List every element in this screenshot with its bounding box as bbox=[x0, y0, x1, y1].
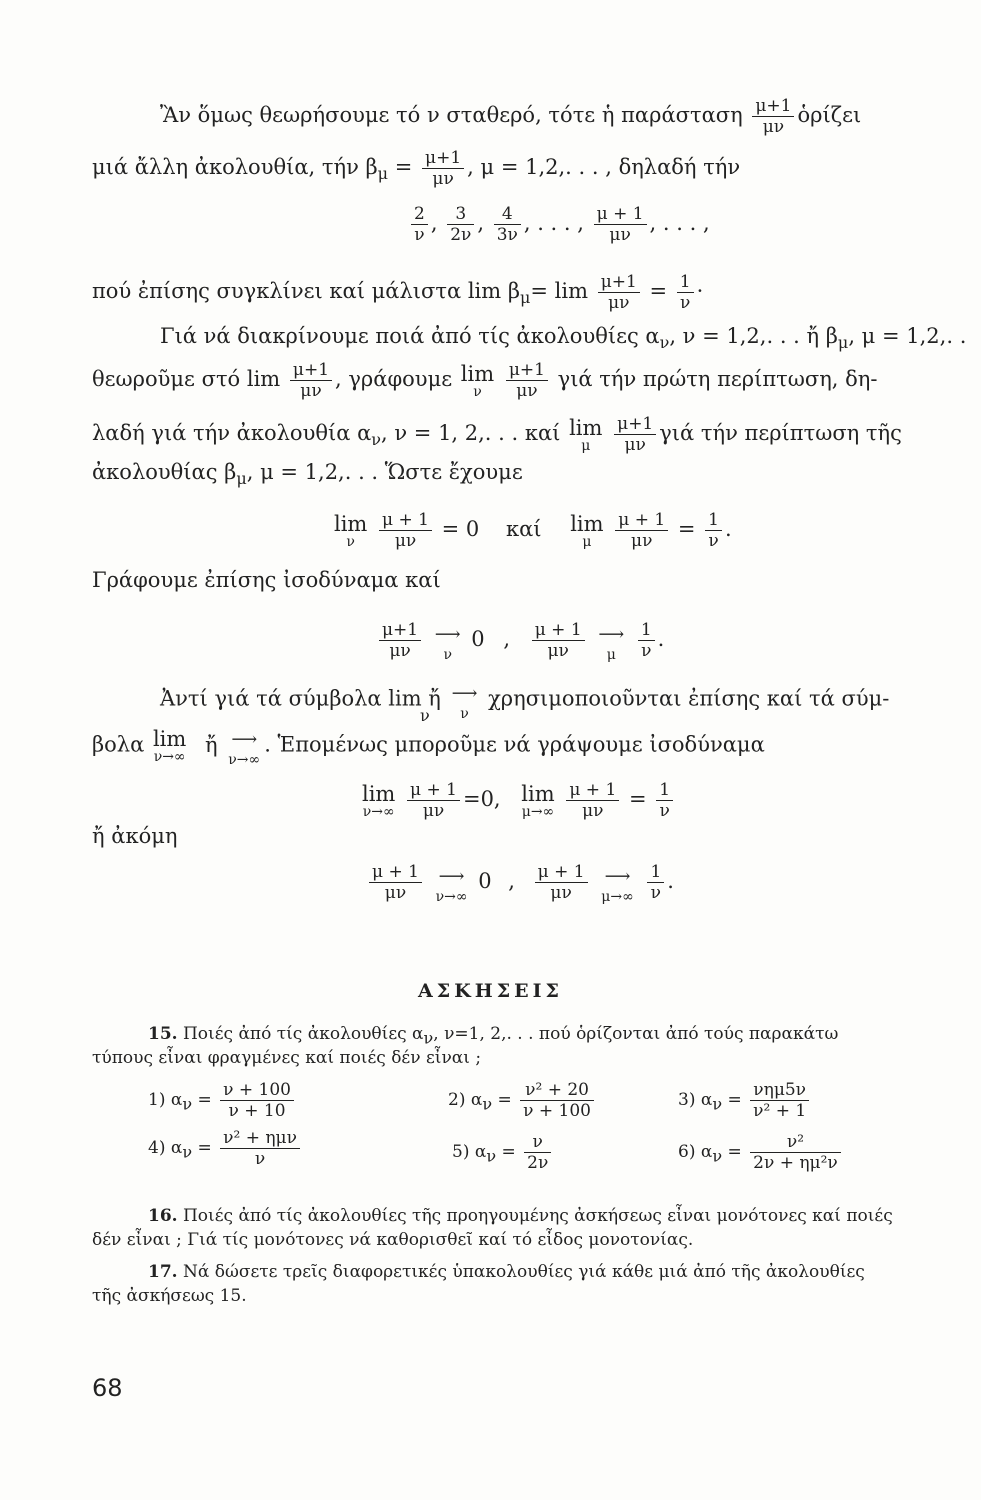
numerator: μ + 1 bbox=[369, 862, 422, 883]
denominator: μν bbox=[609, 225, 631, 245]
equals: = bbox=[501, 1142, 516, 1162]
denominator: μν bbox=[394, 531, 417, 551]
numerator: 4 bbox=[494, 204, 521, 225]
equals: = bbox=[197, 1090, 212, 1110]
text: , ν = 1, 2,. . . καί bbox=[381, 421, 561, 445]
or-intro: ἤ ἀκόμη bbox=[92, 824, 178, 848]
text: , μ = 1,2,. . bbox=[848, 324, 967, 348]
subscript: ν bbox=[423, 1028, 434, 1048]
fraction bbox=[494, 204, 521, 245]
denominator: 2ν bbox=[527, 1153, 549, 1173]
text: χρησιμοποιοῦνται ἐπίσης καί τά σύμ- bbox=[488, 686, 890, 711]
lim-sub: ν bbox=[346, 533, 355, 550]
denominator: ν bbox=[414, 225, 425, 245]
numerator: 3 bbox=[447, 204, 474, 225]
denominator: μν bbox=[547, 641, 569, 661]
zero: 0 bbox=[471, 627, 485, 651]
fraction bbox=[220, 1080, 294, 1121]
denominator: μν bbox=[550, 883, 572, 903]
text: μιά ἄλλη ἀκολουθία, τήν β bbox=[92, 155, 378, 179]
fraction bbox=[614, 414, 656, 455]
numerator: μ+1 bbox=[614, 414, 656, 435]
p2-line1 bbox=[160, 322, 966, 357]
ex15-item4 bbox=[148, 1128, 303, 1169]
numerator: ν bbox=[524, 1132, 551, 1153]
limit bbox=[521, 783, 554, 819]
equals: = bbox=[649, 279, 668, 303]
lim-sub: ν→∞ bbox=[362, 803, 395, 820]
fraction bbox=[750, 1132, 841, 1173]
denominator: ν bbox=[254, 1149, 266, 1169]
fraction bbox=[750, 1080, 809, 1121]
arrow-sub: μ bbox=[606, 646, 616, 663]
subscript: ν bbox=[182, 1094, 193, 1114]
subscript: ν bbox=[371, 430, 381, 450]
fraction bbox=[594, 204, 647, 245]
p3-line1 bbox=[160, 680, 889, 720]
p3-line2 bbox=[92, 726, 765, 766]
equals: = bbox=[497, 1090, 512, 1110]
label: 4) α bbox=[148, 1138, 183, 1158]
subscript: ν bbox=[182, 1142, 193, 1162]
text: . bbox=[667, 869, 674, 893]
denominator: μν bbox=[582, 801, 604, 821]
text: γιά τήν πρώτη περίπτωση, δη- bbox=[557, 367, 878, 391]
fraction bbox=[447, 204, 474, 245]
numerator: μ+1 bbox=[379, 620, 421, 641]
fraction bbox=[524, 1132, 551, 1173]
display-arrows bbox=[376, 620, 664, 661]
p1-line1 bbox=[160, 96, 861, 137]
subscript: ν bbox=[486, 1146, 497, 1166]
text: γιά τήν περίπτωση τῆς bbox=[659, 421, 902, 445]
denominator: ν² + 1 bbox=[753, 1101, 807, 1121]
subscript: ν bbox=[712, 1094, 723, 1114]
subscript: ν bbox=[712, 1146, 723, 1166]
limit bbox=[334, 513, 367, 549]
ex15-item5 bbox=[452, 1132, 554, 1173]
label: 1) α bbox=[148, 1090, 183, 1110]
arrow-sub: ν bbox=[460, 706, 469, 722]
denominator: 3ν bbox=[496, 225, 518, 245]
lim-sub: ν bbox=[420, 706, 430, 725]
numerator: μ+1 bbox=[422, 148, 464, 169]
text: . Ἑπομένως μποροῦμε νά γράψουμε ἰσοδύναμα bbox=[264, 732, 765, 757]
text: . bbox=[725, 517, 732, 541]
denominator: ν bbox=[708, 531, 719, 551]
equivalent-intro: Γράφουμε ἐπίσης ἰσοδύναμα καί bbox=[92, 568, 441, 592]
arrow-icon: ⟶ ν bbox=[451, 683, 478, 722]
denominator: μν bbox=[631, 531, 653, 551]
numerator: μ + 1 bbox=[379, 510, 432, 531]
numerator: 1 bbox=[677, 272, 694, 293]
p2-line4 bbox=[92, 458, 523, 493]
display-limits bbox=[332, 510, 732, 551]
exercises-heading: ΑΣΚΗΣΕΙΣ bbox=[418, 980, 563, 1002]
label: 5) α bbox=[452, 1142, 487, 1162]
numerator: μ+1 bbox=[290, 360, 332, 381]
ex17-line2: τῆς ἀσκήσεως 15. bbox=[92, 1286, 247, 1306]
numerator: 1 bbox=[705, 510, 722, 531]
text: ὁρίζει bbox=[797, 103, 862, 127]
ex15-item1 bbox=[148, 1080, 297, 1121]
p2-line2 bbox=[92, 360, 877, 401]
ex15-line2: τύπους εἶναι φραγμένες καί ποιές δέν εἶναι ; bbox=[92, 1048, 482, 1068]
equals: = bbox=[727, 1142, 742, 1162]
text: λαδή γιά τήν ἀκολουθία α bbox=[92, 421, 372, 445]
equals-zero: = 0 bbox=[441, 517, 480, 541]
text: Ἂν ὅμως θεωρήσουμε τό ν σταθερό, τότε ἡ παράσταση bbox=[160, 103, 743, 127]
denominator: μν bbox=[432, 169, 454, 189]
arrow-sub: μ→∞ bbox=[601, 888, 634, 905]
ex16-line2: δέν εἶναι ; Γιά τίς μονότονες νά καθορισθεῖ καί τό εἶδος μονοτονίας. bbox=[92, 1230, 694, 1250]
equals: = bbox=[677, 517, 696, 541]
denominator: μν bbox=[608, 293, 630, 313]
text: ἀκολουθίας β bbox=[92, 460, 237, 484]
ex15-item2 bbox=[448, 1080, 597, 1121]
fraction bbox=[369, 862, 422, 903]
text: . bbox=[657, 627, 665, 651]
lim-text: lim bbox=[569, 415, 603, 440]
numerator: μ + 1 bbox=[407, 780, 460, 801]
fraction bbox=[677, 272, 694, 313]
arrow-icon: ⟶ ν bbox=[434, 623, 461, 663]
label: 3) α bbox=[678, 1090, 713, 1110]
subscript: ν bbox=[659, 333, 670, 353]
fraction bbox=[532, 620, 585, 661]
fraction bbox=[615, 510, 668, 551]
numerator: 1 bbox=[656, 780, 673, 801]
subscript: μ bbox=[377, 164, 389, 184]
numerator: μ+1 bbox=[506, 360, 548, 381]
lim-sub: μ→∞ bbox=[521, 803, 555, 820]
label: 2) α bbox=[448, 1090, 483, 1110]
lim-text: lim bbox=[152, 727, 187, 751]
exercise-number: 15. bbox=[148, 1024, 178, 1044]
lim-sub: ν bbox=[473, 383, 482, 400]
text: θεωροῦμε στό lim bbox=[92, 367, 281, 391]
fraction bbox=[506, 360, 548, 401]
denominator: ν bbox=[641, 641, 652, 661]
fraction bbox=[535, 862, 588, 903]
text: , . . . , bbox=[649, 211, 710, 235]
text: , . . . , bbox=[523, 211, 584, 235]
arrow-sub: ν→∞ bbox=[435, 888, 468, 905]
arrow-icon: ⟶ ν→∞ bbox=[435, 865, 468, 905]
denominator: ν + 10 bbox=[228, 1101, 286, 1121]
text: Ἀντί γιά τά σύμβολα lim ἤ bbox=[160, 686, 441, 711]
p1-line2 bbox=[92, 148, 740, 189]
text: , μ = 1,2,. . . , δηλαδή τήν bbox=[467, 155, 741, 179]
lim-sub: ν→∞ bbox=[153, 749, 186, 765]
numerator: ν² bbox=[750, 1132, 841, 1153]
arrow-icon: ⟶ μ bbox=[598, 623, 625, 663]
numerator: 1 bbox=[638, 620, 655, 641]
display-arrows-infinity bbox=[366, 862, 674, 903]
limit bbox=[569, 417, 602, 453]
fraction bbox=[290, 360, 332, 401]
text: πού ἐπίσης συγκλίνει καί μάλιστα lim β bbox=[92, 279, 520, 303]
text: Ποιές ἀπό τίς ἀκολουθίες τῆς προηγουμένης ἀσκήσεως εἶναι μονότονες καί ποιές bbox=[182, 1206, 893, 1226]
denominator: ν bbox=[659, 801, 670, 821]
display-limits-infinity bbox=[360, 780, 676, 821]
fraction bbox=[598, 272, 640, 313]
numerator: μ + 1 bbox=[535, 862, 588, 883]
numerator: μ + 1 bbox=[566, 780, 619, 801]
numerator: ν² + ημν bbox=[220, 1128, 300, 1149]
fraction bbox=[656, 780, 673, 821]
text: , μ = 1,2,. . . Ὥστε ἔχουμε bbox=[246, 460, 523, 484]
page-number: 68 bbox=[92, 1374, 123, 1402]
denominator: μν bbox=[384, 883, 407, 903]
equals-zero: =0, bbox=[462, 787, 501, 811]
fraction bbox=[379, 510, 432, 551]
arrow-icon: ⟶ μ→∞ bbox=[601, 865, 634, 905]
denominator: ν + 100 bbox=[523, 1101, 591, 1121]
lim-sub: μ bbox=[582, 533, 592, 550]
denominator: ν bbox=[680, 293, 691, 313]
comma: , bbox=[503, 627, 511, 651]
subscript: μ bbox=[519, 288, 531, 308]
label: 6) α bbox=[678, 1142, 713, 1162]
text: ἤ bbox=[205, 732, 218, 757]
limit bbox=[570, 513, 603, 549]
p2-line3 bbox=[92, 414, 902, 455]
subscript: ν bbox=[482, 1094, 493, 1114]
text: , ν = 1,2,. . . ἤ β bbox=[669, 324, 838, 348]
text: καί bbox=[505, 517, 542, 541]
equals: = bbox=[394, 155, 413, 179]
p1-line4 bbox=[92, 272, 703, 313]
fraction bbox=[520, 1080, 594, 1121]
fraction bbox=[752, 96, 794, 137]
denominator: μν bbox=[422, 801, 445, 821]
denominator: 2ν + ημ²ν bbox=[753, 1153, 838, 1173]
denominator: μν bbox=[516, 381, 538, 401]
numerator: νημ5ν bbox=[750, 1080, 809, 1101]
numerator: 2 bbox=[411, 204, 428, 225]
numerator: μ+1 bbox=[752, 96, 794, 117]
limit bbox=[153, 728, 186, 764]
denominator: 2ν bbox=[450, 225, 472, 245]
equals: = bbox=[727, 1090, 742, 1110]
fraction bbox=[407, 780, 460, 821]
lim-text: lim bbox=[362, 781, 396, 806]
denominator: μν bbox=[389, 641, 411, 661]
ex17-line1 bbox=[148, 1258, 865, 1286]
text: Γιά νά διακρίνουμε ποιά ἀπό τίς ἀκολουθίες α bbox=[160, 324, 660, 348]
fraction bbox=[638, 620, 655, 661]
text: = lim bbox=[530, 279, 589, 303]
exercise-number: 16. bbox=[148, 1206, 178, 1226]
denominator: μν bbox=[624, 435, 646, 455]
fraction bbox=[647, 862, 664, 903]
denominator: μν bbox=[762, 117, 785, 137]
comma: , bbox=[508, 869, 515, 893]
text: , γράφουμε bbox=[335, 367, 453, 391]
subscript: μ bbox=[236, 469, 247, 489]
fraction bbox=[566, 780, 619, 821]
fraction bbox=[422, 148, 464, 189]
arrow-icon: ⟶ ν→∞ bbox=[228, 729, 261, 768]
exercise-number: 17. bbox=[148, 1262, 178, 1282]
subscript: μ bbox=[837, 333, 849, 353]
text: Ποιές ἀπό τίς ἀκολουθίες α bbox=[182, 1024, 424, 1044]
denominator: ν bbox=[650, 883, 662, 903]
fraction bbox=[411, 204, 428, 245]
numerator: ν + 100 bbox=[220, 1080, 294, 1101]
denominator: μν bbox=[300, 381, 322, 401]
text: , ν=1, 2,. . . πού ὁρίζονται ἀπό τούς παρακάτω bbox=[433, 1024, 839, 1044]
limit bbox=[362, 783, 395, 819]
lim-text: lim bbox=[460, 361, 495, 386]
numerator: μ + 1 bbox=[594, 204, 647, 225]
text: βολα bbox=[92, 732, 145, 757]
arrow-sub: ν bbox=[443, 646, 452, 663]
lim-text: lim bbox=[570, 511, 604, 536]
ex15-item3 bbox=[678, 1080, 812, 1121]
numerator: ν² + 20 bbox=[520, 1080, 594, 1101]
zero: 0 bbox=[478, 869, 492, 893]
equals: = bbox=[628, 787, 647, 811]
numerator: 1 bbox=[647, 862, 664, 883]
text: Νά δώσετε τρεῖς διαφορετικές ὑπακολουθίες γιά κάθε μιά ἀπό τῆς ἀκολουθίες bbox=[182, 1262, 865, 1282]
lim-text: lim bbox=[334, 511, 368, 536]
fraction bbox=[220, 1128, 300, 1169]
fraction bbox=[379, 620, 421, 661]
numerator: μ + 1 bbox=[615, 510, 668, 531]
numerator: μ+1 bbox=[598, 272, 640, 293]
lim-sub: μ bbox=[581, 437, 591, 454]
fraction bbox=[705, 510, 722, 551]
limit bbox=[461, 363, 494, 399]
text: · bbox=[696, 279, 704, 303]
arrow-sub: ν→∞ bbox=[228, 752, 261, 768]
p1-sequence: $\frac{2}{\nu}$ , $\frac{3}{2\nu}$ , $\frac{4}{3\nu}$ , . . . , $\frac{\mu + 1}{\mu\nu}$ , . . . , bbox=[408, 204, 710, 245]
numerator: μ + 1 bbox=[532, 620, 585, 641]
lim-text: lim bbox=[521, 781, 555, 806]
ex15-item6 bbox=[678, 1132, 844, 1173]
equals: = bbox=[197, 1138, 212, 1158]
